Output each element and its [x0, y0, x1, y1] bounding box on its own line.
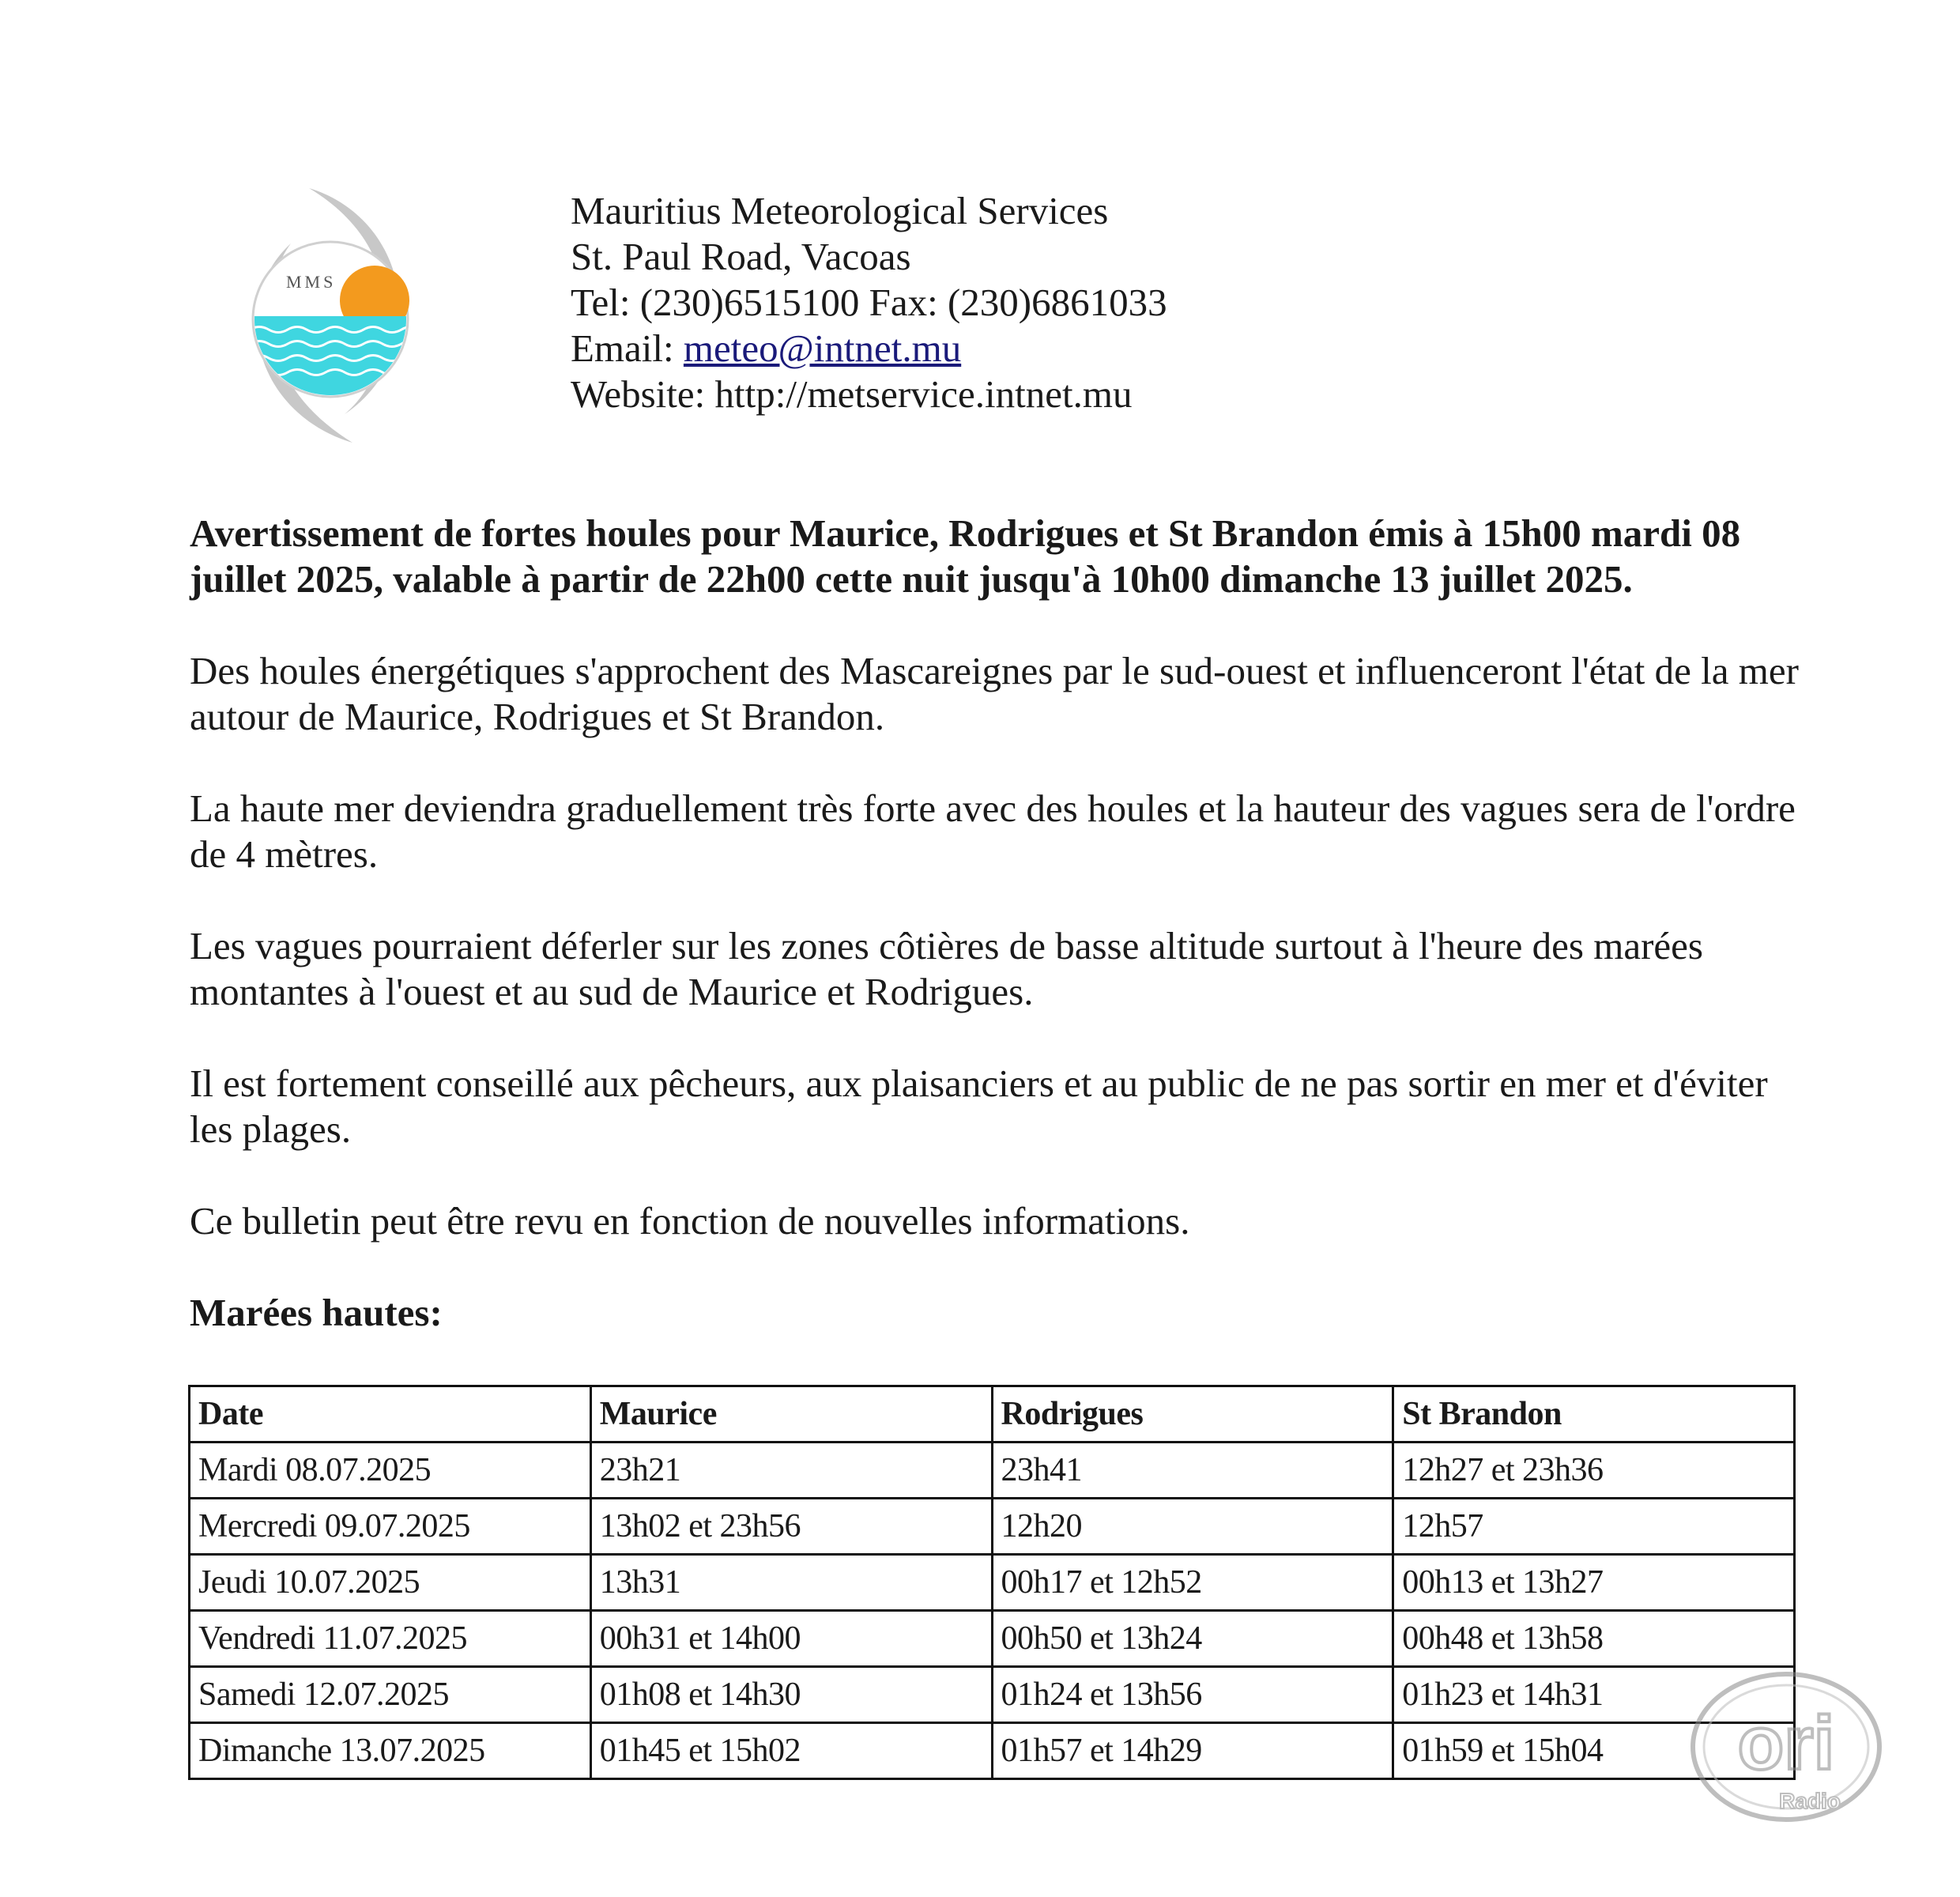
email-label: Email: [571, 326, 684, 370]
table-row [190, 1555, 1795, 1611]
cell-maurice: 13h31 [590, 1555, 992, 1611]
paragraph-2: La haute mer deviendra graduellement très forte avec des houles et la hauteur des vagues sera de l'ordre de 4 mètres. [190, 786, 1796, 876]
table-row [190, 1499, 1795, 1555]
mms-logo [234, 183, 432, 444]
cell-date: Samedi 12.07.2025 [190, 1667, 591, 1723]
cell-maurice: 23h21 [590, 1443, 992, 1499]
cell-maurice: 01h45 et 15h02 [590, 1723, 992, 1779]
table-row [190, 1723, 1795, 1779]
bulletin-body [190, 511, 1802, 1382]
header-contact-block [571, 188, 1167, 417]
cell-st-brandon: 12h27 et 23h36 [1393, 1443, 1795, 1499]
cell-date: Mardi 08.07.2025 [190, 1443, 591, 1499]
cell-rodrigues: 01h24 et 13h56 [992, 1667, 1393, 1723]
cell-rodrigues: 01h57 et 14h29 [992, 1723, 1393, 1779]
paragraph-3: Les vagues pourraient déferler sur les zones côtières de basse altitude surtout à l'heure des marées montantes à l'ouest et au sud de Maurice et Rodrigues. [190, 924, 1703, 1013]
watermark-subtext: Radio [1779, 1789, 1841, 1813]
cell-date: Dimanche 13.07.2025 [190, 1723, 591, 1779]
header-st-brandon: St Brandon [1393, 1386, 1795, 1443]
email-line [571, 326, 1167, 371]
paragraph-1: Des houles énergétiques s'approchent des Mascareignes par le sud-ouest et influenceront l'état de la mer autour de Maurice, Rodrigues et St Brandon. [190, 649, 1799, 738]
table-row [190, 1611, 1795, 1667]
address: St. Paul Road, Vacoas [571, 235, 911, 278]
table-row [190, 1667, 1795, 1723]
header-maurice: Maurice [590, 1386, 992, 1443]
cell-maurice: 13h02 et 23h56 [590, 1499, 992, 1555]
cell-st-brandon: 12h57 [1393, 1499, 1795, 1555]
cell-rodrigues: 00h17 et 12h52 [992, 1555, 1393, 1611]
paragraph-4: Il est fortement conseillé aux pêcheurs, aux plaisanciers et au public de ne pas sortir en mer et d'éviter les plages. [190, 1062, 1768, 1151]
paragraph-5: Ce bulletin peut être revu en fonction de nouvelles informations. [190, 1199, 1190, 1243]
cell-st-brandon: 00h48 et 13h58 [1393, 1611, 1795, 1667]
tides-heading: Marées hautes: [190, 1291, 443, 1334]
bulletin-title: Avertissement de fortes houles pour Maurice, Rodrigues et St Brandon émis à 15h00 mardi 08 juillet 2025, valable à partir de 22h00 cette nuit jusqu'à 10h00 dimanche 13 juillet 2025. [190, 511, 1741, 601]
cell-rodrigues: 00h50 et 13h24 [992, 1611, 1393, 1667]
watermark-text: ori [1737, 1701, 1835, 1786]
website: Website: http://metservice.intnet.mu [571, 372, 1133, 416]
cell-st-brandon: 00h13 et 13h27 [1393, 1555, 1795, 1611]
tel-fax: Tel: (230)6515100 Fax: (230)6861033 [571, 281, 1167, 324]
cell-date: Mercredi 09.07.2025 [190, 1499, 591, 1555]
cell-maurice: 00h31 et 14h00 [590, 1611, 992, 1667]
radio-watermark-logo [1683, 1668, 1889, 1834]
header-date: Date [190, 1386, 591, 1443]
logo-text: MMS [286, 272, 337, 292]
header-rodrigues: Rodrigues [992, 1386, 1393, 1443]
cell-rodrigues: 12h20 [992, 1499, 1393, 1555]
tides-table [188, 1385, 1796, 1780]
cell-date: Jeudi 10.07.2025 [190, 1555, 591, 1611]
email-link[interactable]: meteo@intnet.mu [683, 326, 962, 370]
cell-maurice: 01h08 et 14h30 [590, 1667, 992, 1723]
cell-rodrigues: 23h41 [992, 1443, 1393, 1499]
cell-date: Vendredi 11.07.2025 [190, 1611, 591, 1667]
table-header-row [190, 1386, 1795, 1443]
org-name: Mauritius Meteorological Services [571, 189, 1109, 232]
table-row [190, 1443, 1795, 1499]
cell-st-brandon: 01h23 et 14h31 [1393, 1667, 1795, 1723]
cell-st-brandon: 01h59 et 15h04 [1393, 1723, 1795, 1779]
